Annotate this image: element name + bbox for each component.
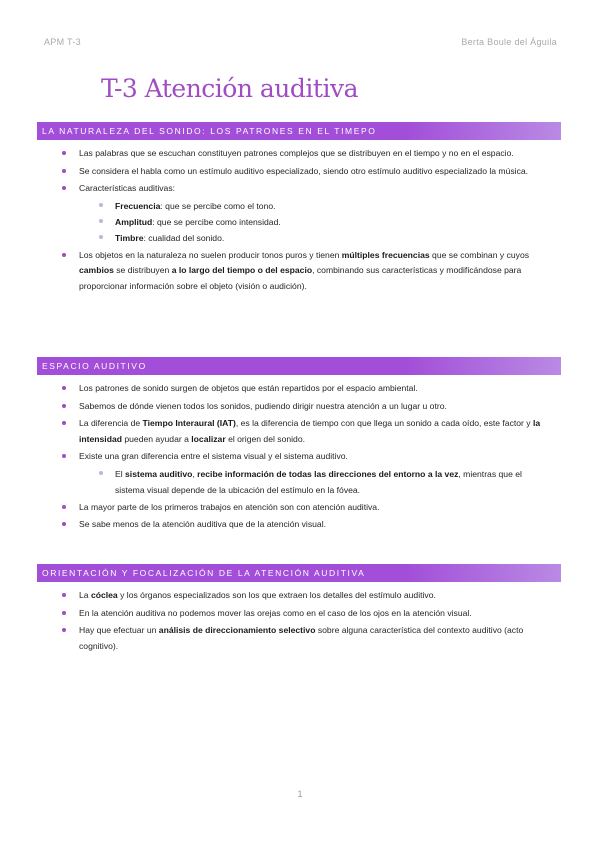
item-text: Características auditivas: <box>79 183 175 193</box>
list-item <box>60 500 552 516</box>
item-text: Se considera el habla como un estímulo auditivo especializado, siendo otro estímulo auditivo especializado la música. <box>79 165 529 176</box>
page-number: 1 <box>297 789 303 799</box>
header-left: APM T-3 <box>44 37 81 47</box>
list-item <box>60 146 552 162</box>
list-item <box>60 606 552 622</box>
sublist-item <box>79 466 552 498</box>
term: sistema auditivo <box>125 468 193 479</box>
section-list-espacio <box>60 381 552 535</box>
section-heading-naturaleza: LA NATURALEZA DEL SONIDO: LOS PATRONES EN EL TIMEPO <box>37 122 561 140</box>
section-list-orientacion <box>60 588 552 656</box>
list-item <box>60 623 552 654</box>
term: Frecuencia <box>115 200 161 211</box>
item-text: Existe una gran diferencia entre el sistema visual y el sistema auditivo. <box>79 451 348 461</box>
item-text: , es la diferencia de tiempo con que llega un sonido a cada oído, este factor y <box>235 418 533 428</box>
item-text: La <box>79 590 91 600</box>
term: Tiempo Interaural (IAT) <box>142 418 236 428</box>
term: la intensidad <box>79 418 541 444</box>
item-text: sobre alguna característica del contexto auditivo (acto cognitivo). <box>79 625 524 651</box>
list-item <box>60 449 552 498</box>
item-text: el origen del sonido. <box>225 433 305 444</box>
item-text: , mientras que el sistema visual depende de la ubicación del estímulo en la fóvea. <box>115 468 522 495</box>
section-heading-orientacion: ORIENTACIÓN Y FOCALIZACIÓN DE LA ATENCIÓN AUDITIVA <box>37 564 561 582</box>
term: cóclea <box>90 590 118 600</box>
page-title: T-3 Atención auditiva <box>101 74 358 103</box>
term: a lo largo del tiempo o del espacio <box>171 265 313 275</box>
term: cambios <box>79 265 114 275</box>
list-item <box>60 181 552 246</box>
list-item <box>60 381 552 397</box>
term: localizar <box>191 433 226 444</box>
list-item <box>60 399 552 415</box>
item-text: Sabemos de dónde vienen todos los sonidos, pudiendo dirigir nuestra atención a un lugar u otro. <box>79 400 447 411</box>
item-text: , <box>192 468 198 479</box>
list-item <box>60 588 552 604</box>
term: múltiples frecuencias <box>341 249 430 260</box>
term: Timbre <box>115 232 144 243</box>
list-item <box>60 416 552 447</box>
sublist-item <box>79 198 552 214</box>
list-item <box>60 164 552 180</box>
header-right: Berta Boule del Águila <box>461 37 557 47</box>
term: Amplitud <box>115 216 153 227</box>
item-text: Los objetos en la naturaleza no suelen producir tonos puros y tienen <box>79 249 342 260</box>
term: recibe información de todas las direcciones del entorno a la vez <box>197 468 459 479</box>
list-item <box>60 517 552 533</box>
sublist-item <box>79 214 552 230</box>
item-text: El <box>115 468 126 479</box>
list-item <box>60 248 552 295</box>
item-text: En la atención auditiva no podemos mover las orejas como en el caso de los ojos en la atención visual. <box>79 607 472 618</box>
sublist-sistemas <box>79 466 552 498</box>
item-text: La mayor parte de los primeros trabajos en atención son con atención auditiva. <box>79 501 380 512</box>
item-text: Los patrones de sonido surgen de objetos que están repartidos por el espacio ambiental. <box>79 383 418 393</box>
item-text: que se combinan y cuyos <box>429 249 530 260</box>
item-text: La diferencia de <box>79 418 143 428</box>
item-text: : que se percibe como el tono. <box>160 200 276 211</box>
item-text: pueden ayudar a <box>121 433 192 444</box>
term: análisis de direccionamiento selectivo <box>158 625 316 635</box>
item-text: Se sabe menos de la atención auditiva que de la atención visual. <box>79 519 326 529</box>
item-text: Las palabras que se escuchan constituyen patrones complejos que se distribuyen en el tiempo y no en el espacio. <box>79 148 514 158</box>
section-list-naturaleza <box>60 146 552 296</box>
item-text: : que se percibe como intensidad. <box>152 216 281 227</box>
item-text: se distribuyen <box>113 265 172 275</box>
item-text: : cualidad del sonido. <box>143 232 225 243</box>
item-text: y los órganos especializados son los que extraen los detalles del estímulo auditivo. <box>117 590 436 600</box>
item-text: , combinando sus características y modificándose para proporcionar información sobre el objeto (visión o audición). <box>79 265 522 291</box>
section-heading-espacio: ESPACIO AUDITIVO <box>37 357 561 375</box>
item-text: Hay que efectuar un <box>79 625 159 635</box>
sublist-caracteristicas <box>79 198 552 246</box>
sublist-item <box>79 230 552 246</box>
